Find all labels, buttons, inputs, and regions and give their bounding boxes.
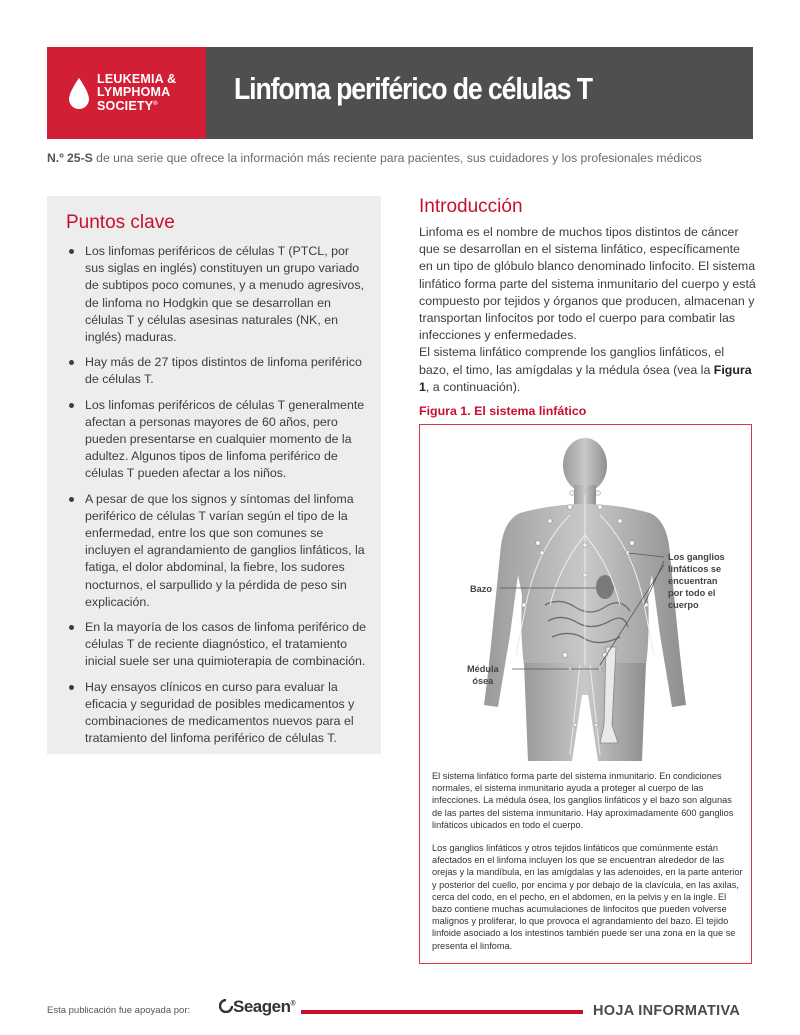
series-line (47, 151, 767, 165)
support-note: Esta publicación fue apoyada por: (47, 1005, 191, 1016)
sponsor-registered: ® (290, 1000, 296, 1008)
bone-marrow-callout: Médula ósea (467, 664, 499, 686)
title-bar (206, 47, 753, 139)
seagen-swirl-icon (219, 999, 233, 1013)
key-point-item: Los linfomas periféricos de células T (PTCL, por sus siglas en inglés) constituyen un grupo variado de subtipos poco comunes, y a menudo agresivos, de linfoma no Hodgkin que se desarrollan en células T y células asesinas naturales (NK, en inglés) maduras. (66, 243, 367, 346)
key-points-panel (47, 196, 381, 754)
key-point-item: En la mayoría de los casos de linfoma periférico de células T de reciente diagnóstico, el tratamiento inicial suele ser una quimioterapia de combinación. (66, 619, 367, 671)
logo-line-2: LYMPHOMA (97, 84, 171, 99)
figure-box (419, 424, 752, 964)
series-text: de una serie que ofrece la información más reciente para pacientes, sus cuidadores y los profesionales médicos (96, 151, 702, 165)
figure-label: Figura 1. El sistema linfático (419, 404, 587, 418)
footer-divider (301, 1010, 583, 1014)
key-point-item: A pesar de que los signos y síntomas del linfoma periférico de células T varían según el tipo de la enfermedad, entre los que son comunes se incluyen el agrandamiento de ganglios linfáticos, la fatiga, el dolor abdominal, la fiebre, los sudores nocturnos, el sarpullido y la pérdida de peso sin explicación. (66, 491, 367, 611)
key-points-list (66, 243, 367, 747)
blood-drop-icon (67, 77, 91, 111)
figure-caption-2: Los ganglios linfáticos y otros tejidos linfáticos que comúnmente están afectados en el linfoma incluyen los que se encuentran alrededor de las orejas y la mandíbula, en las amígdalas y las adenoides, en la parte anterior y posterior del cuello, por encima y por debajo de la clavícula, en las axilas, cerca del codo, en el pecho, en el abdomen, en la pelvis y en la ingle. El bazo contiene muchas acumulaciones de linfocitos que pueden volverse malignos y proliferar, lo que provoca el agrandamiento del bazo. El tejido linfoide asociado a los intestinos también puede ser una zona en la que se presenta el linfoma. (432, 843, 743, 951)
figure-caption-1: El sistema linfático forma parte del sistema inmunitario. En condiciones normales, el sistema inmunitario ayuda a proteger al cuerpo de las infecciones. La médula ósea, los ganglios linfáticos y el bazo son algunas de las partes del sistema inmunitario. Hay aproximadamente 600 ganglios linfáticos ubicados en todo el cuerpo. (432, 771, 734, 830)
key-points-heading: Puntos clave (66, 212, 175, 233)
seagen-logo[interactable] (219, 997, 295, 1017)
fact-sheet-label: HOJA INFORMATIVA (593, 1003, 741, 1019)
logo-line-3: SOCIETY® (97, 99, 158, 114)
key-point-item: Hay ensayos clínicos en curso para evaluar la eficacia y seguridad de posibles medicamentos y combinaciones de medicamentos nuevos para el tratamiento del linfoma periférico de células T. (66, 679, 367, 748)
figure-reference-link[interactable]: Figura 1 (419, 362, 752, 394)
sponsor-name: Seagen (233, 997, 291, 1016)
header-banner (47, 47, 753, 139)
lymph-nodes-callout: Los ganglios linfáticos se encuentran por todo el cuerpo (668, 552, 725, 610)
introduction-paragraph-2: El sistema linfático comprende los ganglios linfáticos, el bazo, el timo, las amígdalas y la médula ósea (vea la Figura 1, a continuación). (419, 345, 752, 394)
key-point-item: Los linfomas periféricos de células T generalmente afectan a personas mayores de 60 años, pero pueden presentarse en cualquier momento de la adultez. Algunos tipos de linfoma periférico de células T pueden afectar a los niños. (66, 397, 367, 483)
logo-registered: ® (153, 101, 158, 107)
page-title: Linfoma periférico de células T (234, 71, 592, 106)
introduction-paragraph-1: Linfoma es el nombre de muchos tipos distintos de cáncer que se desarrollan en el sistema linfático, específicamente en un tipo de glóbulo blanco denominado linfocito. El sistema linfático forma parte del sistema inmunitario del cuerpo y está compuesto por tejidos y órganos que producen, almacenan y transportan linfocitos por todo el cuerpo para combatir las infecciones y enfermedades. (419, 225, 756, 343)
logo-line-1: LEUKEMIA & (97, 72, 177, 86)
key-point-item: Hay más de 27 tipos distintos de linfoma periférico de células T. (66, 354, 367, 388)
introduction-section (419, 196, 757, 396)
series-number: N.º 25-S (47, 151, 93, 165)
introduction-heading: Introducción (419, 196, 523, 217)
logo-text (97, 73, 176, 113)
lls-logo[interactable] (47, 47, 206, 139)
spleen-callout: Bazo (470, 584, 492, 594)
